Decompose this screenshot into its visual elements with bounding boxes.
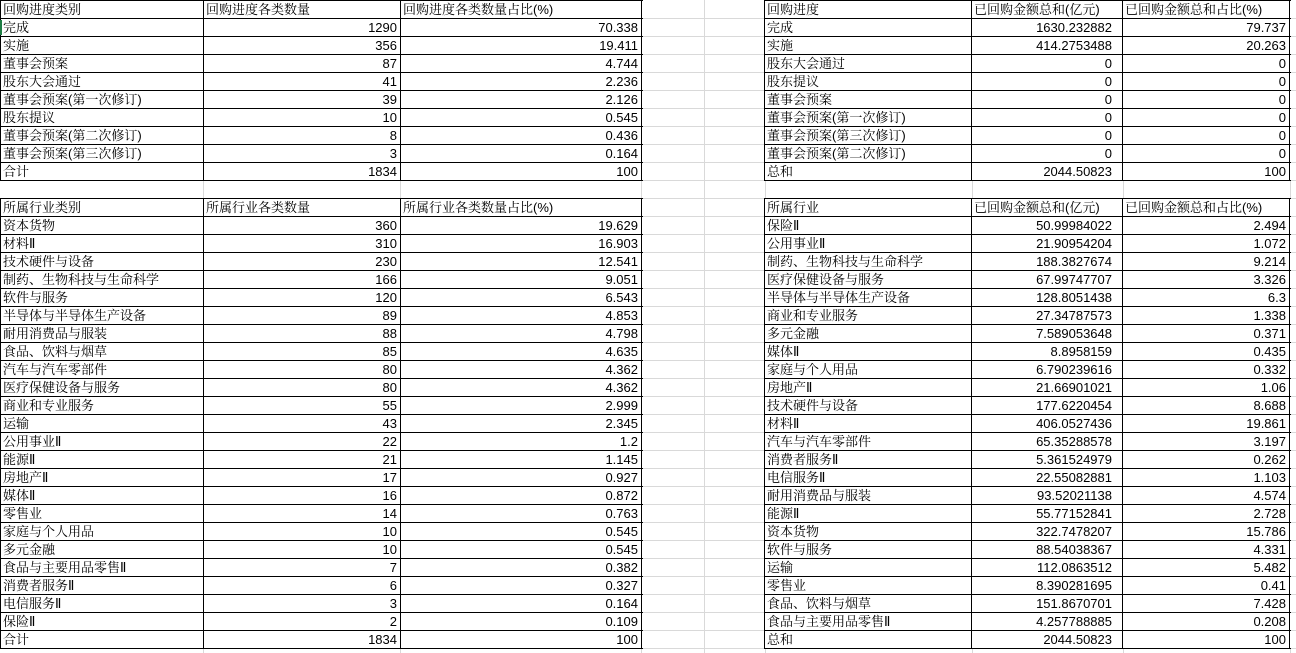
table-row bbox=[765, 163, 1291, 181]
cell-value[interactable]: 10 bbox=[204, 523, 401, 540]
cell-value[interactable]: 16.903 bbox=[401, 235, 642, 252]
table-row bbox=[765, 127, 1291, 145]
table-row bbox=[765, 631, 1291, 649]
grid-vline bbox=[704, 0, 705, 653]
table-row bbox=[1, 127, 643, 145]
cell-value[interactable]: 7 bbox=[204, 559, 401, 576]
table-row bbox=[1, 559, 643, 577]
cell-label[interactable]: 股东提议 bbox=[765, 73, 972, 90]
table-row bbox=[1, 379, 643, 397]
cell-value[interactable]: 0.435 bbox=[1123, 343, 1290, 360]
cell-label[interactable]: 医疗保健设备与服务 bbox=[765, 271, 972, 288]
table-row bbox=[765, 253, 1291, 271]
cell-value[interactable]: 0.109 bbox=[401, 613, 642, 630]
cell-value[interactable]: 3.326 bbox=[1123, 271, 1290, 288]
table-row bbox=[765, 451, 1291, 469]
cell-value[interactable]: 120 bbox=[204, 289, 401, 306]
table-industry-count bbox=[0, 198, 643, 649]
table-row bbox=[1, 163, 643, 181]
cell-label[interactable]: 房地产Ⅱ bbox=[1, 469, 204, 486]
cell-label[interactable]: 技术硬件与设备 bbox=[1, 253, 204, 270]
table-row bbox=[1, 253, 643, 271]
table-row bbox=[1, 37, 643, 55]
cell-value[interactable]: 10 bbox=[204, 541, 401, 558]
cell-value[interactable]: 151.8670701 bbox=[972, 595, 1123, 612]
cell-label[interactable]: 零售业 bbox=[1, 505, 204, 522]
cell-label[interactable]: 电信服务Ⅱ bbox=[765, 469, 972, 486]
cell-value[interactable]: 0.164 bbox=[401, 145, 642, 162]
cell-value[interactable]: 1.145 bbox=[401, 451, 642, 468]
cell-label[interactable]: 运输 bbox=[1, 415, 204, 432]
cell-label[interactable]: 运输 bbox=[765, 559, 972, 576]
cell-value[interactable]: 9.051 bbox=[401, 271, 642, 288]
cell-value[interactable]: 15.786 bbox=[1123, 523, 1290, 540]
cell-label[interactable]: 食品、饮料与烟草 bbox=[765, 595, 972, 612]
cell-label[interactable]: 董事会预案(第二次修订) bbox=[1, 127, 204, 144]
cell-value[interactable]: 6.790239616 bbox=[972, 361, 1123, 378]
cell-label[interactable]: 家庭与个人用品 bbox=[765, 361, 972, 378]
header-cell[interactable]: 已回购金额总和(亿元) bbox=[972, 1, 1123, 18]
header-cell[interactable]: 回购进度类别 bbox=[1, 1, 204, 18]
table-row bbox=[1, 577, 643, 595]
header-cell[interactable]: 回购进度各类数量占比(%) bbox=[401, 1, 642, 18]
header-cell[interactable]: 所属行业 bbox=[765, 199, 972, 216]
cell-label[interactable]: 商业和专业服务 bbox=[765, 307, 972, 324]
cell-label[interactable]: 食品与主要用品零售Ⅱ bbox=[1, 559, 204, 576]
cell-label[interactable]: 材料Ⅱ bbox=[765, 415, 972, 432]
cell-value[interactable]: 0.927 bbox=[401, 469, 642, 486]
cell-label[interactable]: 董事会预案(第一次修订) bbox=[1, 91, 204, 108]
cell-value[interactable]: 356 bbox=[204, 37, 401, 54]
cell-value[interactable]: 0 bbox=[972, 73, 1123, 90]
table-row bbox=[1, 469, 643, 487]
cell-label[interactable]: 电信服务Ⅱ bbox=[1, 595, 204, 612]
cell-value[interactable]: 9.214 bbox=[1123, 253, 1290, 270]
cell-value[interactable]: 79.737 bbox=[1123, 19, 1290, 36]
cell-label[interactable]: 半导体与半导体生产设备 bbox=[765, 289, 972, 306]
table-row bbox=[1, 109, 643, 127]
cell-value[interactable]: 22.55082881 bbox=[972, 469, 1123, 486]
table-row bbox=[765, 289, 1291, 307]
table-row bbox=[1, 343, 643, 361]
cell-label[interactable]: 股东大会通过 bbox=[1, 73, 204, 90]
cell-value[interactable]: 166 bbox=[204, 271, 401, 288]
table-row bbox=[1, 613, 643, 631]
table-buyback-progress-amount bbox=[764, 0, 1291, 181]
table-row bbox=[1, 523, 643, 541]
cell-value[interactable]: 100 bbox=[401, 631, 642, 648]
cell-label[interactable]: 董事会预案(第二次修订) bbox=[765, 145, 972, 162]
table-row bbox=[1, 487, 643, 505]
cell-value[interactable]: 4.331 bbox=[1123, 541, 1290, 558]
cell-value[interactable]: 88.54038367 bbox=[972, 541, 1123, 558]
table-row bbox=[1, 415, 643, 433]
table-buyback-progress-count bbox=[0, 0, 643, 181]
cell-value[interactable]: 188.3827674 bbox=[972, 253, 1123, 270]
cell-value[interactable]: 4.257788885 bbox=[972, 613, 1123, 630]
header-cell[interactable]: 回购进度各类数量 bbox=[204, 1, 401, 18]
cell-value[interactable]: 4.635 bbox=[401, 343, 642, 360]
cell-value[interactable]: 6.543 bbox=[401, 289, 642, 306]
cell-value[interactable]: 4.798 bbox=[401, 325, 642, 342]
cell-label[interactable]: 软件与服务 bbox=[765, 541, 972, 558]
cell-value[interactable]: 20.263 bbox=[1123, 37, 1290, 54]
cell-label[interactable]: 多元金融 bbox=[765, 325, 972, 342]
cell-value[interactable]: 1.06 bbox=[1123, 379, 1290, 396]
cell-value[interactable]: 0 bbox=[1123, 73, 1290, 90]
table-row bbox=[765, 397, 1291, 415]
cell-value[interactable]: 80 bbox=[204, 361, 401, 378]
cell-label[interactable]: 食品与主要用品零售Ⅱ bbox=[765, 613, 972, 630]
cell-value[interactable]: 70.338 bbox=[401, 19, 642, 36]
cell-value[interactable]: 5.482 bbox=[1123, 559, 1290, 576]
cell-label[interactable]: 制药、生物科技与生命科学 bbox=[765, 253, 972, 270]
cell-value[interactable]: 80 bbox=[204, 379, 401, 396]
cell-label[interactable]: 汽车与汽车零部件 bbox=[765, 433, 972, 450]
cell-value[interactable]: 0 bbox=[1123, 55, 1290, 72]
cell-value[interactable]: 0.327 bbox=[401, 577, 642, 594]
cell-label[interactable]: 食品、饮料与烟草 bbox=[1, 343, 204, 360]
active-cell-indicator bbox=[0, 20, 2, 35]
cell-value[interactable]: 14 bbox=[204, 505, 401, 522]
cell-value[interactable]: 88 bbox=[204, 325, 401, 342]
cell-value[interactable]: 16 bbox=[204, 487, 401, 504]
table-row bbox=[1, 325, 643, 343]
cell-value[interactable]: 0 bbox=[1123, 109, 1290, 126]
cell-label[interactable]: 实施 bbox=[765, 37, 972, 54]
table-row bbox=[1, 145, 643, 163]
table-row bbox=[765, 595, 1291, 613]
cell-label[interactable]: 资本货物 bbox=[765, 523, 972, 540]
table-row bbox=[765, 55, 1291, 73]
cell-label[interactable]: 媒体Ⅱ bbox=[1, 487, 204, 504]
cell-value[interactable]: 0.262 bbox=[1123, 451, 1290, 468]
cell-label[interactable]: 合计 bbox=[1, 163, 204, 180]
cell-value[interactable]: 12.541 bbox=[401, 253, 642, 270]
cell-value[interactable]: 2.494 bbox=[1123, 217, 1290, 234]
table-row bbox=[1, 73, 643, 91]
table-row bbox=[765, 361, 1291, 379]
cell-value[interactable]: 0.545 bbox=[401, 541, 642, 558]
table-industry-amount bbox=[764, 198, 1291, 649]
table-row bbox=[765, 415, 1291, 433]
cell-label[interactable]: 完成 bbox=[765, 19, 972, 36]
cell-value[interactable]: 89 bbox=[204, 307, 401, 324]
cell-label[interactable]: 能源Ⅱ bbox=[765, 505, 972, 522]
cell-label[interactable]: 多元金融 bbox=[1, 541, 204, 558]
cell-value[interactable]: 55.77152841 bbox=[972, 505, 1123, 522]
table-row bbox=[765, 487, 1291, 505]
cell-value[interactable]: 2044.50823 bbox=[972, 163, 1123, 180]
table-row bbox=[765, 73, 1291, 91]
cell-value[interactable]: 0.763 bbox=[401, 505, 642, 522]
table-row bbox=[1, 307, 643, 325]
cell-label[interactable]: 耐用消费品与服装 bbox=[1, 325, 204, 342]
table-row bbox=[765, 91, 1291, 109]
cell-value[interactable]: 310 bbox=[204, 235, 401, 252]
cell-value[interactable]: 22 bbox=[204, 433, 401, 450]
cell-value[interactable]: 87 bbox=[204, 55, 401, 72]
cell-value[interactable]: 41 bbox=[204, 73, 401, 90]
cell-value[interactable]: 112.0863512 bbox=[972, 559, 1123, 576]
cell-value[interactable]: 27.34787573 bbox=[972, 307, 1123, 324]
cell-value[interactable]: 19.411 bbox=[401, 37, 642, 54]
header-cell[interactable]: 回购进度 bbox=[765, 1, 972, 18]
cell-value[interactable]: 128.8051438 bbox=[972, 289, 1123, 306]
table-row bbox=[765, 541, 1291, 559]
cell-value[interactable]: 0.208 bbox=[1123, 613, 1290, 630]
cell-value[interactable]: 1834 bbox=[204, 631, 401, 648]
table-row bbox=[765, 559, 1291, 577]
cell-label[interactable]: 汽车与汽车零部件 bbox=[1, 361, 204, 378]
cell-value[interactable]: 4.744 bbox=[401, 55, 642, 72]
cell-value[interactable]: 43 bbox=[204, 415, 401, 432]
cell-value[interactable]: 1.103 bbox=[1123, 469, 1290, 486]
table-row bbox=[765, 343, 1291, 361]
cell-value[interactable]: 17 bbox=[204, 469, 401, 486]
table-row bbox=[765, 109, 1291, 127]
cell-label[interactable]: 零售业 bbox=[765, 577, 972, 594]
cell-value[interactable]: 0.545 bbox=[401, 109, 642, 126]
cell-value[interactable]: 2.236 bbox=[401, 73, 642, 90]
header-row bbox=[1, 1, 643, 19]
cell-label[interactable]: 消费者服务Ⅱ bbox=[1, 577, 204, 594]
cell-label[interactable]: 消费者服务Ⅱ bbox=[765, 451, 972, 468]
cell-value[interactable]: 0 bbox=[1123, 145, 1290, 162]
cell-value[interactable]: 414.2753488 bbox=[972, 37, 1123, 54]
cell-value[interactable]: 8.390281695 bbox=[972, 577, 1123, 594]
cell-label[interactable]: 软件与服务 bbox=[1, 289, 204, 306]
cell-label[interactable]: 制药、生物科技与生命科学 bbox=[1, 271, 204, 288]
table-row bbox=[765, 613, 1291, 631]
cell-value[interactable]: 0 bbox=[1123, 127, 1290, 144]
cell-value[interactable]: 6 bbox=[204, 577, 401, 594]
table-row bbox=[1, 541, 643, 559]
header-row bbox=[765, 1, 1291, 19]
cell-value[interactable]: 10 bbox=[204, 109, 401, 126]
cell-value[interactable]: 1630.232882 bbox=[972, 19, 1123, 36]
cell-label[interactable]: 完成 bbox=[1, 19, 204, 36]
cell-value[interactable]: 8 bbox=[204, 127, 401, 144]
table-row bbox=[1, 217, 643, 235]
cell-value[interactable]: 2 bbox=[204, 613, 401, 630]
cell-value[interactable]: 0 bbox=[972, 55, 1123, 72]
cell-value[interactable]: 19.629 bbox=[401, 217, 642, 234]
cell-label[interactable]: 保险Ⅱ bbox=[1, 613, 204, 630]
cell-value[interactable]: 1290 bbox=[204, 19, 401, 36]
cell-value[interactable]: 4.574 bbox=[1123, 487, 1290, 504]
header-cell[interactable]: 所属行业各类数量占比(%) bbox=[401, 199, 642, 216]
cell-label[interactable]: 半导体与半导体生产设备 bbox=[1, 307, 204, 324]
table-row bbox=[1, 631, 643, 649]
cell-value[interactable]: 6.3 bbox=[1123, 289, 1290, 306]
cell-value[interactable]: 4.853 bbox=[401, 307, 642, 324]
table-row bbox=[765, 217, 1291, 235]
cell-label[interactable]: 材料Ⅱ bbox=[1, 235, 204, 252]
table-row bbox=[1, 271, 643, 289]
cell-value[interactable]: 0 bbox=[972, 91, 1123, 108]
cell-value[interactable]: 93.52021138 bbox=[972, 487, 1123, 504]
cell-value[interactable]: 2.999 bbox=[401, 397, 642, 414]
table-row bbox=[1, 91, 643, 109]
header-cell[interactable]: 已回购金额总和占比(%) bbox=[1123, 199, 1290, 216]
table-row bbox=[765, 577, 1291, 595]
cell-label[interactable]: 董事会预案(第一次修订) bbox=[765, 109, 972, 126]
cell-value[interactable]: 3.197 bbox=[1123, 433, 1290, 450]
cell-value[interactable]: 2.345 bbox=[401, 415, 642, 432]
cell-value[interactable]: 65.35288578 bbox=[972, 433, 1123, 450]
table-row bbox=[765, 19, 1291, 37]
cell-value[interactable]: 100 bbox=[1123, 631, 1290, 648]
cell-label[interactable]: 医疗保健设备与服务 bbox=[1, 379, 204, 396]
table-row bbox=[1, 235, 643, 253]
cell-label[interactable]: 实施 bbox=[1, 37, 204, 54]
table-row bbox=[1, 397, 643, 415]
cell-value[interactable]: 0.382 bbox=[401, 559, 642, 576]
cell-value[interactable]: 0.872 bbox=[401, 487, 642, 504]
table-row bbox=[765, 235, 1291, 253]
cell-value[interactable]: 21.90954204 bbox=[972, 235, 1123, 252]
header-cell[interactable]: 已回购金额总和(亿元) bbox=[972, 199, 1123, 216]
table-row bbox=[1, 19, 643, 37]
table-row bbox=[1, 595, 643, 613]
cell-value[interactable]: 360 bbox=[204, 217, 401, 234]
cell-label[interactable]: 总和 bbox=[765, 631, 972, 648]
cell-value[interactable]: 2.126 bbox=[401, 91, 642, 108]
cell-value[interactable]: 5.361524979 bbox=[972, 451, 1123, 468]
table-row bbox=[765, 307, 1291, 325]
cell-value[interactable]: 0.436 bbox=[401, 127, 642, 144]
cell-value[interactable]: 7.589053648 bbox=[972, 325, 1123, 342]
cell-label[interactable]: 能源Ⅱ bbox=[1, 451, 204, 468]
cell-value[interactable]: 7.428 bbox=[1123, 595, 1290, 612]
cell-value[interactable]: 39 bbox=[204, 91, 401, 108]
table-row bbox=[765, 379, 1291, 397]
cell-value[interactable]: 67.99747707 bbox=[972, 271, 1123, 288]
cell-value[interactable]: 230 bbox=[204, 253, 401, 270]
cell-value[interactable]: 1.338 bbox=[1123, 307, 1290, 324]
cell-value[interactable]: 0.371 bbox=[1123, 325, 1290, 342]
cell-label[interactable]: 公用事业Ⅱ bbox=[765, 235, 972, 252]
cell-label[interactable]: 总和 bbox=[765, 163, 972, 180]
table-row bbox=[1, 361, 643, 379]
cell-value[interactable]: 50.99984022 bbox=[972, 217, 1123, 234]
cell-value[interactable]: 1.072 bbox=[1123, 235, 1290, 252]
cell-label[interactable]: 房地产Ⅱ bbox=[765, 379, 972, 396]
header-row bbox=[765, 199, 1291, 217]
table-row bbox=[765, 523, 1291, 541]
cell-label[interactable]: 资本货物 bbox=[1, 217, 204, 234]
cell-value[interactable]: 0.332 bbox=[1123, 361, 1290, 378]
table-row bbox=[1, 505, 643, 523]
cell-value[interactable]: 0 bbox=[972, 127, 1123, 144]
cell-value[interactable]: 4.362 bbox=[401, 379, 642, 396]
cell-label[interactable]: 董事会预案(第三次修订) bbox=[765, 127, 972, 144]
cell-value[interactable]: 0 bbox=[1123, 91, 1290, 108]
cell-label[interactable]: 技术硬件与设备 bbox=[765, 397, 972, 414]
cell-value[interactable]: 4.362 bbox=[401, 361, 642, 378]
header-cell[interactable]: 所属行业类别 bbox=[1, 199, 204, 216]
table-row bbox=[765, 433, 1291, 451]
cell-value[interactable]: 3 bbox=[204, 595, 401, 612]
table-row bbox=[765, 505, 1291, 523]
cell-value[interactable]: 0.164 bbox=[401, 595, 642, 612]
table-row bbox=[1, 55, 643, 73]
cell-label[interactable]: 合计 bbox=[1, 631, 204, 648]
cell-label[interactable]: 保险Ⅱ bbox=[765, 217, 972, 234]
cell-label[interactable]: 董事会预案 bbox=[765, 91, 972, 108]
cell-label[interactable]: 商业和专业服务 bbox=[1, 397, 204, 414]
table-row bbox=[1, 451, 643, 469]
cell-value[interactable]: 8.8958159 bbox=[972, 343, 1123, 360]
cell-label[interactable]: 股东提议 bbox=[1, 109, 204, 126]
cell-value[interactable]: 0 bbox=[972, 109, 1123, 126]
cell-label[interactable]: 耐用消费品与服装 bbox=[765, 487, 972, 504]
table-row bbox=[765, 271, 1291, 289]
cell-value[interactable]: 8.688 bbox=[1123, 397, 1290, 414]
table-row bbox=[765, 469, 1291, 487]
cell-value[interactable]: 406.0527436 bbox=[972, 415, 1123, 432]
cell-value[interactable]: 322.7478207 bbox=[972, 523, 1123, 540]
cell-value[interactable]: 55 bbox=[204, 397, 401, 414]
cell-value[interactable]: 2.728 bbox=[1123, 505, 1290, 522]
cell-value[interactable]: 0.545 bbox=[401, 523, 642, 540]
cell-value[interactable]: 100 bbox=[1123, 163, 1290, 180]
table-row bbox=[1, 433, 643, 451]
cell-label[interactable]: 公用事业Ⅱ bbox=[1, 433, 204, 450]
cell-label[interactable]: 董事会预案(第三次修订) bbox=[1, 145, 204, 162]
cell-value[interactable]: 21 bbox=[204, 451, 401, 468]
table-row bbox=[1, 289, 643, 307]
cell-value[interactable]: 1834 bbox=[204, 163, 401, 180]
cell-label[interactable]: 媒体Ⅱ bbox=[765, 343, 972, 360]
table-row bbox=[765, 37, 1291, 55]
cell-value[interactable]: 2044.50823 bbox=[972, 631, 1123, 648]
cell-value[interactable]: 21.66901021 bbox=[972, 379, 1123, 396]
cell-label[interactable]: 董事会预案 bbox=[1, 55, 204, 72]
cell-value[interactable]: 85 bbox=[204, 343, 401, 360]
cell-value[interactable]: 0.41 bbox=[1123, 577, 1290, 594]
table-row bbox=[765, 145, 1291, 163]
cell-value[interactable]: 19.861 bbox=[1123, 415, 1290, 432]
header-cell[interactable]: 所属行业各类数量 bbox=[204, 199, 401, 216]
cell-label[interactable]: 家庭与个人用品 bbox=[1, 523, 204, 540]
cell-value[interactable]: 3 bbox=[204, 145, 401, 162]
cell-value[interactable]: 1.2 bbox=[401, 433, 642, 450]
cell-value[interactable]: 100 bbox=[401, 163, 642, 180]
cell-value[interactable]: 177.6220454 bbox=[972, 397, 1123, 414]
header-cell[interactable]: 已回购金额总和占比(%) bbox=[1123, 1, 1290, 18]
cell-value[interactable]: 0 bbox=[972, 145, 1123, 162]
table-row bbox=[765, 325, 1291, 343]
cell-label[interactable]: 股东大会通过 bbox=[765, 55, 972, 72]
header-row bbox=[1, 199, 643, 217]
